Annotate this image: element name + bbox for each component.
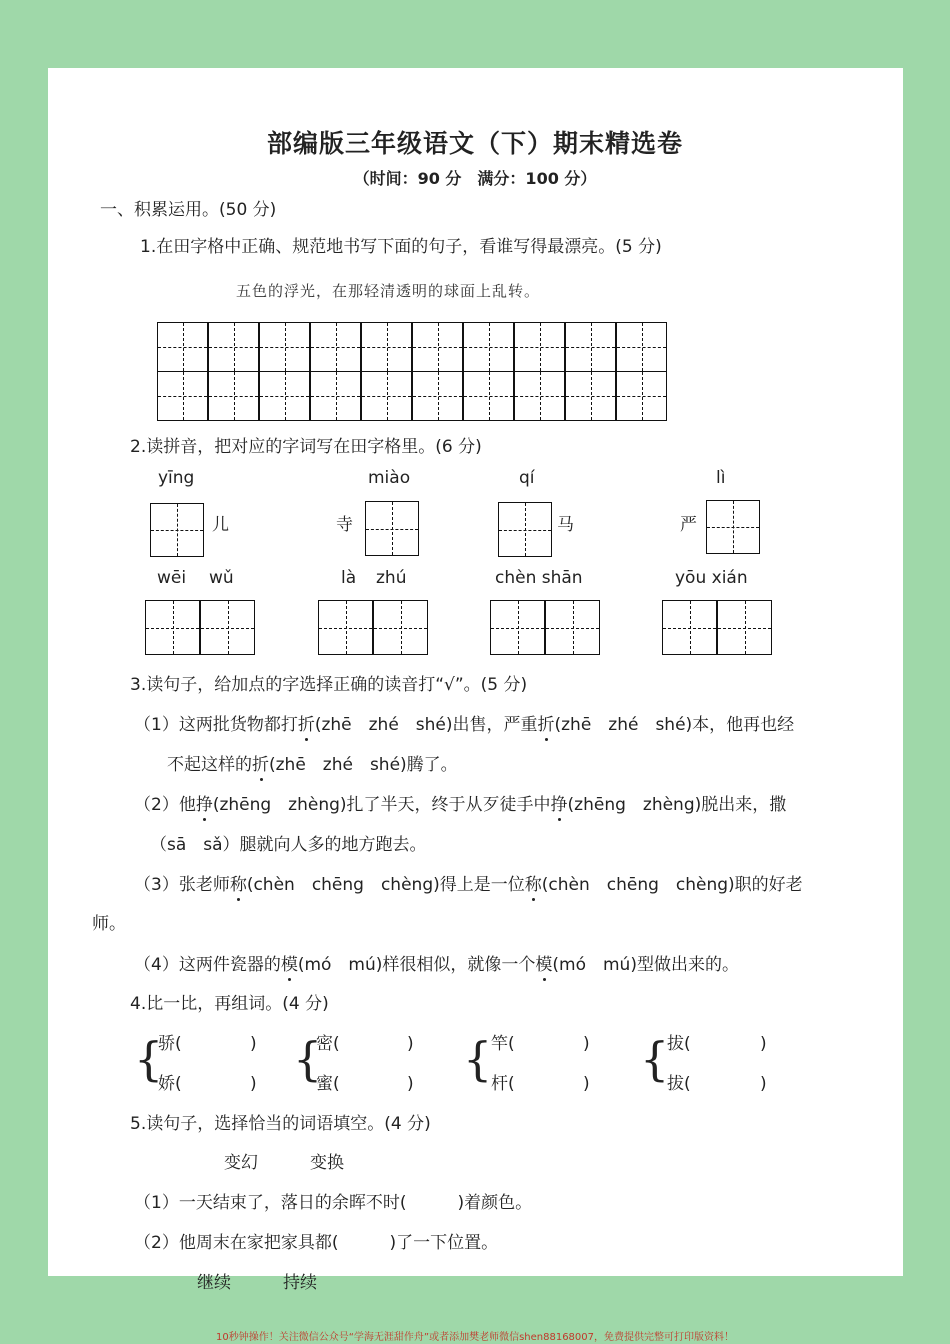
page-title: 部编版三年级语文（下）期末精选卷 <box>266 129 683 158</box>
pinyin-label: wǔ <box>209 568 234 588</box>
answer-cell[interactable] <box>545 600 600 655</box>
grid-cell[interactable] <box>463 322 514 372</box>
sentence-1 <box>134 715 794 735</box>
given-character: 寺 <box>336 515 353 535</box>
word-char: 杆( <box>491 1074 515 1094</box>
sentence-text: 不起这样的 <box>167 755 252 775</box>
word-char: 密( <box>316 1034 340 1054</box>
answer-cell[interactable] <box>706 500 760 554</box>
grid-cell[interactable] <box>259 371 310 421</box>
sentence-text: （2）他 <box>134 795 196 815</box>
grid-cell[interactable] <box>616 371 667 421</box>
word-char: 竿( <box>491 1034 515 1054</box>
grid-cell[interactable] <box>514 371 565 421</box>
word-char: 拔( <box>667 1034 691 1054</box>
grid-cell[interactable] <box>412 371 463 421</box>
answer-cell[interactable] <box>145 600 200 655</box>
answer-cell[interactable] <box>662 600 717 655</box>
word-char: 蜜( <box>316 1074 340 1094</box>
grid-cell[interactable] <box>259 322 310 372</box>
paren-close: ) <box>407 1034 414 1054</box>
pinyin-label: chèn shān <box>495 568 583 588</box>
dotted-character: 折 <box>297 715 315 735</box>
brace-icon: { <box>134 1032 164 1086</box>
sentence-text: （1）这两批货物都打 <box>134 715 298 735</box>
given-character: 马 <box>557 515 574 535</box>
sentence-3 <box>134 875 803 895</box>
sentence-3-cont: 师。 <box>92 914 126 934</box>
sentence-2-cont[interactable]: （sā sǎ）腿就向人多的地方跑去。 <box>150 835 427 855</box>
pinyin-options[interactable]: (zhēng zhèng)脱出来，撒 <box>567 795 787 815</box>
grid-cell[interactable] <box>157 371 208 421</box>
dotted-character: 挣 <box>550 795 568 815</box>
given-character: 严 <box>680 515 697 535</box>
pinyin-label: zhú <box>376 568 407 588</box>
pinyin-options[interactable]: (chèn chēng chèng)职的好老 <box>541 875 803 895</box>
dotted-character: 折 <box>252 755 269 775</box>
paren-close: ) <box>760 1074 767 1094</box>
question-1-prompt: 1.在田字格中正确、规范地书写下面的句子，看谁写得最漂亮。(5 分) <box>140 237 662 257</box>
grid-cell[interactable] <box>361 322 412 372</box>
grid-cell[interactable] <box>208 371 259 421</box>
grid-cell[interactable] <box>514 322 565 372</box>
brace-icon: { <box>293 1032 323 1086</box>
answer-cell[interactable] <box>490 600 545 655</box>
paren-close: ) <box>583 1034 590 1054</box>
question-4-prompt: 4.比一比，再组词。(4 分) <box>130 994 329 1014</box>
answer-cell[interactable] <box>498 502 552 557</box>
pinyin-label: wēi <box>157 568 187 588</box>
question-2-prompt: 2.读拼音，把对应的字词写在田字格里。(6 分) <box>130 437 482 457</box>
given-character: 儿 <box>212 515 229 535</box>
word-char: 骄( <box>158 1034 182 1054</box>
paren-close: ) <box>250 1034 257 1054</box>
word-option: 变幻 <box>224 1153 258 1173</box>
fill-sentence[interactable]: （1）一天结束了，落日的余晖不时( )着颜色。 <box>134 1193 533 1213</box>
word-option: 持续 <box>283 1273 317 1293</box>
word-char: 拔( <box>667 1074 691 1094</box>
dotted-character: 折 <box>537 715 555 735</box>
grid-cell[interactable] <box>616 322 667 372</box>
answer-cell[interactable] <box>373 600 428 655</box>
fill-sentence[interactable]: （2）他周末在家把家具都( )了一下位置。 <box>134 1233 499 1253</box>
dotted-character: 称 <box>524 875 542 895</box>
exam-info: （时间：90 分 满分：100 分） <box>353 169 597 188</box>
paren-close: ) <box>250 1074 257 1094</box>
answer-cell[interactable] <box>318 600 373 655</box>
dotted-character: 模 <box>535 955 553 975</box>
word-char: 娇( <box>158 1074 182 1094</box>
pinyin-label: là <box>341 568 357 588</box>
pinyin-options[interactable]: (zhēng zhèng)扎了半天，终于从歹徒手中 <box>212 795 551 815</box>
question-3-prompt: 3.读句子，给加点的字选择正确的读音打“√”。(5 分) <box>130 675 528 695</box>
grid-cell[interactable] <box>565 322 616 372</box>
dotted-character: 模 <box>280 955 298 975</box>
sentence-text: （4）这两件瓷器的 <box>134 955 281 975</box>
section-heading: 一、积累运用。(50 分) <box>100 200 277 220</box>
dotted-character: 称 <box>229 875 247 895</box>
pinyin-label: miào <box>368 468 411 488</box>
grid-cell[interactable] <box>310 322 361 372</box>
sentence-4 <box>134 955 739 975</box>
copy-sentence: 五色的浮光，在那轻清透明的球面上乱转。 <box>236 282 541 300</box>
brace-icon: { <box>463 1032 493 1086</box>
grid-cell[interactable] <box>157 322 208 372</box>
answer-cell[interactable] <box>150 503 204 557</box>
paren-close: ) <box>760 1034 767 1054</box>
pinyin-label: qí <box>519 468 535 488</box>
footer-promo: 10秒钟操作！关注微信公众号“学海无涯甜作舟”或者添加樊老师微信shen88168007，免费提供完整可打印版资料！ <box>215 1332 735 1343</box>
pinyin-options[interactable]: (zhē zhé shé)本，他再也经 <box>554 715 795 735</box>
grid-cell[interactable] <box>310 371 361 421</box>
question-5-prompt: 5.读句子，选择恰当的词语填空。(4 分) <box>130 1114 431 1134</box>
pinyin-options[interactable]: (chèn chēng chèng)得上是一位 <box>246 875 525 895</box>
grid-cell[interactable] <box>412 322 463 372</box>
brace-icon: { <box>640 1032 670 1086</box>
pinyin-label: lì <box>716 468 726 488</box>
answer-cell[interactable] <box>365 501 419 556</box>
pinyin-label: yīng <box>158 468 195 488</box>
dotted-character: 挣 <box>195 795 213 815</box>
sentence-2 <box>134 795 786 815</box>
pinyin-options[interactable]: (mó mú)型做出来的。 <box>552 955 739 975</box>
sentence-text: （3）张老师 <box>134 875 230 895</box>
word-option: 变换 <box>310 1153 344 1173</box>
answer-cell[interactable] <box>717 600 772 655</box>
grid-cell[interactable] <box>361 371 412 421</box>
paren-close: ) <box>407 1074 414 1094</box>
pinyin-options[interactable]: (zhē zhé shé)腾了。 <box>269 755 458 775</box>
pinyin-label: yōu xián <box>675 568 748 588</box>
paren-close: ) <box>583 1074 590 1094</box>
grid-cell[interactable] <box>208 322 259 372</box>
pinyin-options[interactable]: (mó mú)样很相似，就像一个 <box>297 955 536 975</box>
answer-cell[interactable] <box>200 600 255 655</box>
pinyin-options[interactable]: (zhē zhé shé)出售，严重 <box>314 715 538 735</box>
word-option: 继续 <box>197 1273 231 1293</box>
sentence-1-cont <box>167 755 458 775</box>
grid-cell[interactable] <box>565 371 616 421</box>
grid-cell[interactable] <box>463 371 514 421</box>
